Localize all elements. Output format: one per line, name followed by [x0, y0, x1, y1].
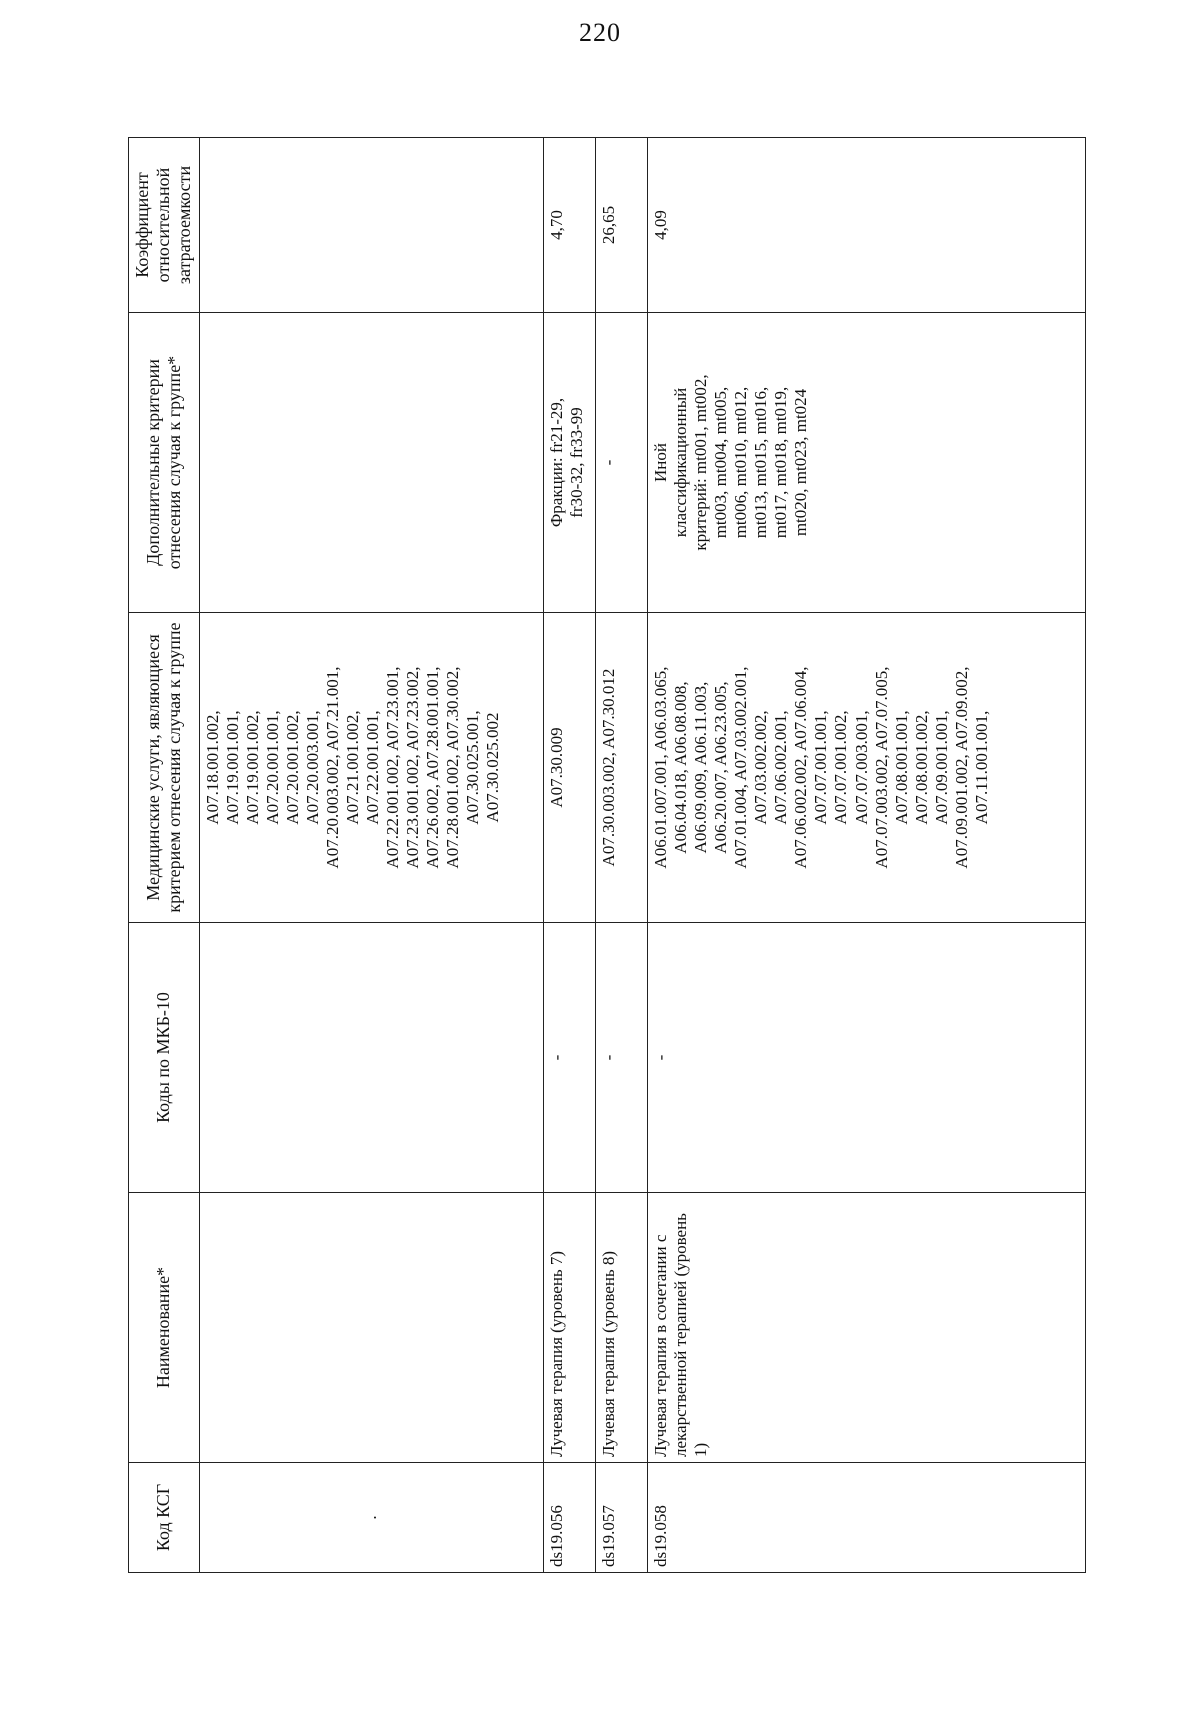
ksg-table	[128, 137, 1086, 1573]
cell-criteria	[199, 313, 543, 613]
service-code-line: A07.30.025.001,	[463, 710, 483, 825]
service-code-line: A07.07.003.001,	[851, 710, 871, 825]
cell-services	[543, 613, 595, 923]
service-code-line: A07.30.025.002	[483, 712, 503, 823]
criteria-line: классификационный	[671, 387, 691, 538]
header-name: Наименование*	[129, 1193, 200, 1463]
service-code-line: A07.06.002.001,	[771, 710, 791, 825]
service-code-line: A07.07.003.002, A07.07.005,	[871, 666, 891, 869]
criteria-line: mt013, mt015, mt016,	[751, 386, 771, 539]
service-code-line: A07.23.001.002, A07.23.002,	[403, 666, 423, 869]
criteria-line: -	[598, 459, 618, 466]
service-code-line: A07.20.003.002, A07.21.001,	[322, 666, 342, 869]
cell-criteria	[595, 313, 647, 613]
header-criteria: Дополнительные критерии отнесения случая к группе*	[129, 313, 200, 613]
service-code-line: A07.22.001.001,	[363, 710, 383, 825]
header-row	[129, 138, 200, 1573]
service-code-line: A06.04.018, A06.08.008,	[671, 681, 691, 854]
cell-mkb	[199, 923, 543, 1193]
cell-criteria	[543, 313, 595, 613]
service-code-line: A07.19.001.001,	[222, 710, 242, 825]
cell-name: Лучевая терапия (уровень 7)	[543, 1193, 595, 1463]
service-code-line: A07.11.001.001,	[971, 710, 991, 825]
criteria-line: mt006, mt010, mt012,	[731, 386, 751, 539]
service-code-line: A07.30.009	[546, 727, 566, 808]
service-code-line: A07.03.002.002,	[751, 710, 771, 825]
cell-mkb: -	[648, 923, 1086, 1193]
service-code-line: A07.01.004, A07.03.002.001,	[731, 666, 751, 869]
header-services: Медицинские услуги, являющиеся критерием отнесения случая к группе	[129, 613, 200, 923]
cell-mkb: -	[543, 923, 595, 1193]
service-code-line: A06.09.009, A06.11.003,	[691, 681, 711, 854]
cell-coef	[199, 138, 543, 313]
criteria-line: mt020, mt023, mt024	[791, 388, 811, 537]
service-code-line: A07.22.001.002, A07.23.001,	[383, 666, 403, 869]
header-mkb: Коды по МКБ-10	[129, 923, 200, 1193]
cell-code: .	[199, 1463, 543, 1573]
cell-services	[595, 613, 647, 923]
service-code-line: A07.20.003.001,	[302, 710, 322, 825]
service-code-line: A07.30.003.002, A07.30.012	[598, 668, 618, 867]
table-row	[199, 138, 543, 1573]
table-row	[648, 138, 1086, 1573]
cell-criteria	[648, 313, 1086, 613]
cell-code: ds19.057	[595, 1463, 647, 1573]
service-code-line: A07.20.001.001,	[262, 710, 282, 825]
service-code-line: A06.20.007, A06.23.005,	[711, 681, 731, 854]
service-code-line: A07.07.001.001,	[811, 710, 831, 825]
service-code-line: A07.26.002, A07.28.001.001,	[423, 666, 443, 869]
cell-name: Лучевая терапия (уровень 8)	[595, 1193, 647, 1463]
cell-mkb: -	[595, 923, 647, 1193]
cell-code: ds19.058	[648, 1463, 1086, 1573]
service-code-line: A07.21.001.002,	[343, 710, 363, 825]
page-number: 220	[579, 18, 621, 47]
cell-services	[648, 613, 1086, 923]
service-code-line: A07.09.001.002, A07.09.002,	[951, 666, 971, 869]
service-code-line: A07.07.001.002,	[831, 710, 851, 825]
cell-coef: 4,70	[543, 138, 595, 313]
criteria-line: Фракции: fr21-29,	[546, 397, 566, 528]
service-code-line: A07.28.001.002, A07.30.002,	[443, 666, 463, 869]
criteria-line: mt003, mt004, mt005,	[711, 386, 731, 539]
service-code-line: A07.08.001.002,	[911, 710, 931, 825]
cell-coef: 26,65	[595, 138, 647, 313]
table-row	[543, 138, 595, 1573]
cell-code: ds19.056	[543, 1463, 595, 1573]
service-code-line: A07.08.001.001,	[891, 710, 911, 825]
service-code-line: A07.20.001.002,	[282, 710, 302, 825]
service-code-line: A06.01.007.001, A06.03.065,	[651, 666, 671, 869]
cell-name	[199, 1193, 543, 1463]
service-code-line: A07.09.001.001,	[931, 710, 951, 825]
cell-services	[199, 613, 543, 923]
cell-coef: 4,09	[648, 138, 1086, 313]
header-code: Код КСГ	[129, 1463, 200, 1573]
criteria-line: критерий: mt001, mt002,	[691, 374, 711, 551]
criteria-line: Иной	[651, 443, 671, 482]
cell-name: Лучевая терапия в сочетании с лекарственной терапией (уровень 1)	[648, 1193, 1086, 1463]
criteria-line: mt017, mt018, mt019,	[771, 386, 791, 539]
rotated-table-wrapper	[128, 138, 1086, 1573]
service-code-line: A07.18.001.002,	[202, 710, 222, 825]
criteria-line: fr30-32, fr33-99	[566, 407, 586, 518]
header-coef: Коэффициент относительной затратоемкости	[129, 138, 200, 313]
table-row	[595, 138, 647, 1573]
service-code-line: A07.19.001.002,	[242, 710, 262, 825]
service-code-line: A07.06.002.002, A07.06.004,	[791, 666, 811, 869]
